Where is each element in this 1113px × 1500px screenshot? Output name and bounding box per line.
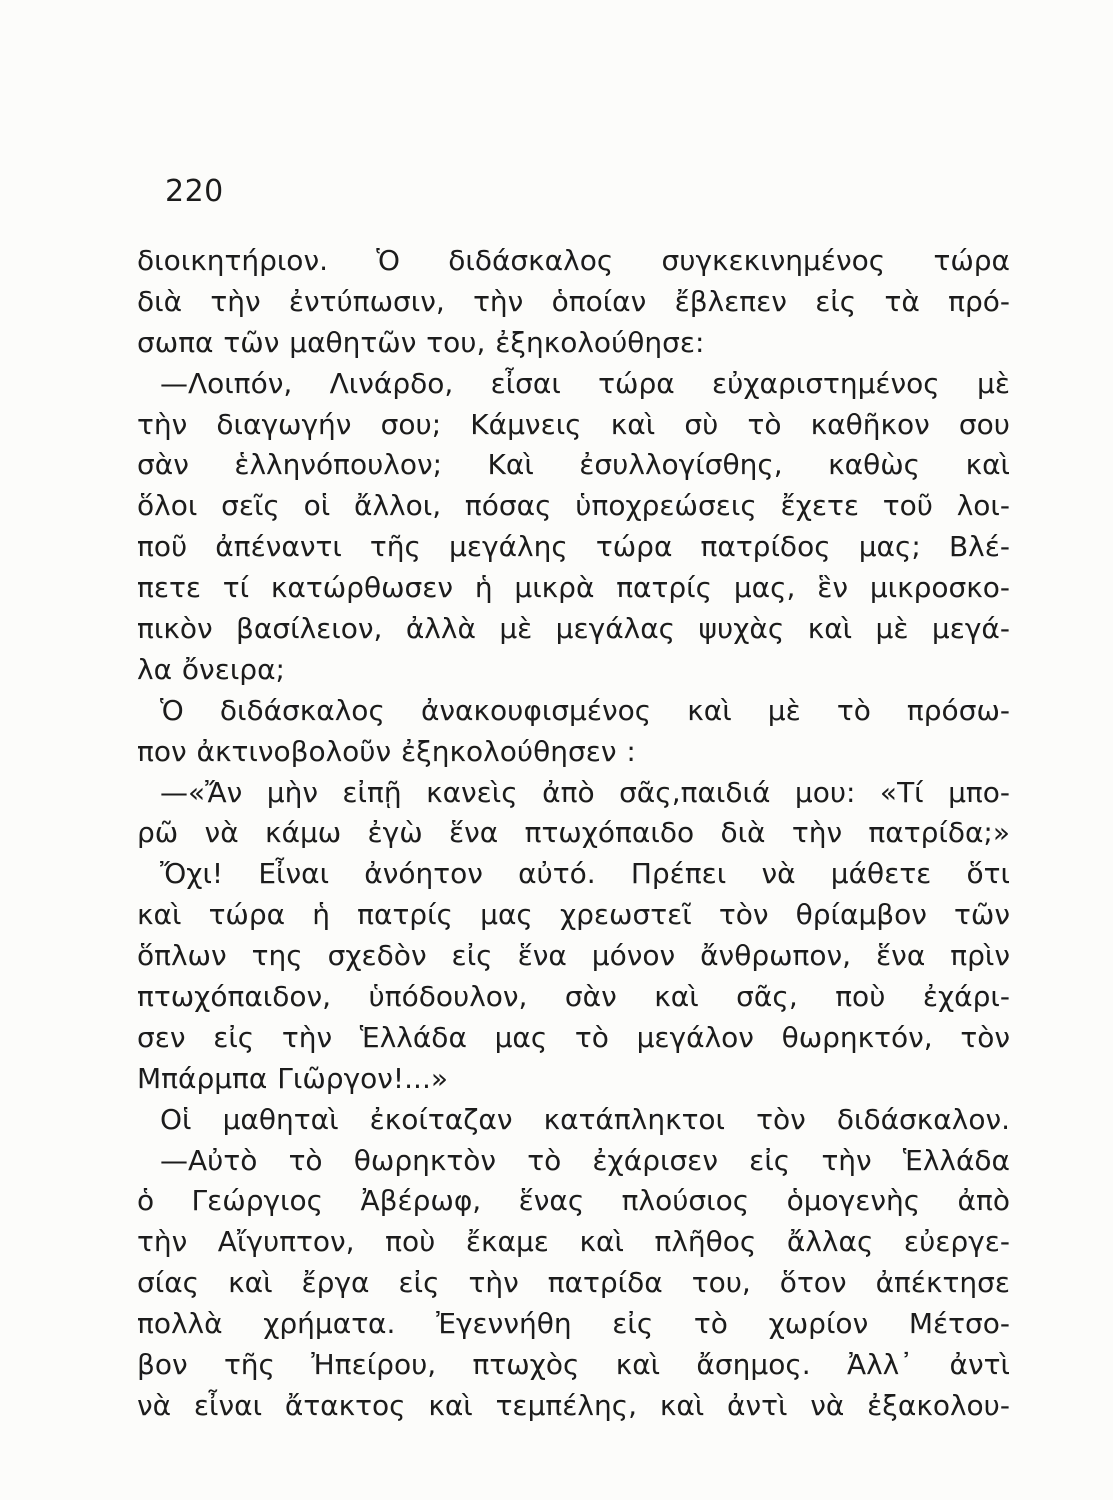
text-line: τὴν Αἴγυπτον, ποὺ ἔκαμε καὶ πλῆθος ἄλλας εὐεργε- <box>137 1225 1010 1259</box>
text-line: πον ἀκτινοβολοῦν ἐξηκολούθησεν : <box>137 734 636 768</box>
text-line: σίας καὶ ἔργα εἰς τὴν πατρίδα του, ὅτον ἀπέκτησε <box>137 1266 1010 1300</box>
text-line: Οἱ μαθηταὶ ἐκοίταζαν κατάπληκτοι τὸν διδάσκαλον. <box>160 1102 1010 1136</box>
text-line: νὰ εἶναι ἄτακτος καὶ τεμπέλης, καὶ ἀντὶ νὰ ἐξακολου- <box>137 1388 1010 1422</box>
text-line: πικὸν βασίλειον, ἀλλὰ μὲ μεγάλας ψυχὰς καὶ μὲ μεγά- <box>137 612 1010 646</box>
text-line: βον τῆς Ἠπείρου, πτωχὸς καὶ ἄσημος. Ἀλλ᾽ ἀντὶ <box>137 1348 1010 1382</box>
text-line: σὰν ἑλληνόπουλον; Καὶ ἐσυλλογίσθης, καθὼς καὶ <box>137 448 1010 482</box>
text-line: —«Ἄν μὴν εἰπῇ κανεὶς ἀπὸ σᾶς,παιδιά μου: «Τί μπο- <box>160 775 1010 809</box>
text-line: ὅλοι σεῖς οἱ ἄλλοι, πόσας ὑποχρεώσεις ἔχετε τοῦ λοι- <box>137 489 1010 523</box>
text-line: πολλὰ χρήματα. Ἐγεννήθη εἰς τὸ χωρίον Μέτσο- <box>137 1307 1010 1341</box>
text-line: ὅπλων της σχεδὸν εἰς ἕνα μόνον ἄνθρωπον, ἕνα πρὶν <box>137 939 1010 973</box>
text-line: καὶ τώρα ἡ πατρίς μας χρεωστεῖ τὸν θρίαμβον τῶν <box>137 898 1010 932</box>
text-line: Μπάρμπα Γιῶργον!...» <box>137 1061 448 1095</box>
text-line: ὁ Γεώργιος Ἀβέρωφ, ἕνας πλούσιος ὁμογενὴς ἀπὸ <box>137 1184 1010 1218</box>
text-line: διοικητήριον. Ὁ διδάσκαλος συγκεκινημένος τώρα <box>137 244 1010 277</box>
text-line: Ὄχι! Εἶναι ἀνόητον αὐτό. Πρέπει νὰ μάθετε ὅτι <box>160 857 1010 891</box>
text-line: διὰ τὴν ἐντύπωσιν, τὴν ὁποίαν ἔβλεπεν εἰς τὰ πρό- <box>137 284 1010 318</box>
text-line: ποῦ ἀπέναντι τῆς μεγάλης τώρα πατρίδος μας; Βλέ- <box>137 530 1010 564</box>
text-line: πτωχόπαιδον, ὑπόδουλον, σὰν καὶ σᾶς, ποὺ ἐχάρι- <box>137 980 1010 1014</box>
text-line: Ὁ διδάσκαλος ἀνακουφισμένος καὶ μὲ τὸ πρόσω- <box>160 693 1010 727</box>
text-line: τὴν διαγωγήν σου; Κάμνεις καὶ σὺ τὸ καθῆκον σου <box>137 407 1010 441</box>
page-number: 220 <box>165 174 224 209</box>
text-line: ρῶ νὰ κάμω ἐγὼ ἕνα πτωχόπαιδο διὰ τὴν πατρίδα;» <box>137 816 1010 850</box>
text-line: πετε τί κατώρθωσεν ἡ μικρὰ πατρίς μας, ἓν μικροσκο- <box>137 571 1010 605</box>
text-line: —Λοιπόν, Λινάρδο, εἶσαι τώρα εὐχαριστημένος μὲ <box>160 366 1010 400</box>
text-line: σεν εἰς τὴν Ἑλλάδα μας τὸ μεγάλον θωρηκτόν, τὸν <box>137 1020 1010 1054</box>
body-text <box>137 241 1010 1427</box>
text-line: —Αὐτὸ τὸ θωρηκτὸν τὸ ἐχάρισεν εἰς τὴν Ἑλλάδα <box>160 1143 1010 1177</box>
text-line: σωπα τῶν μαθητῶν του, ἐξηκολούθησε: <box>137 325 705 359</box>
text-line: λα ὄνειρα; <box>137 652 285 686</box>
